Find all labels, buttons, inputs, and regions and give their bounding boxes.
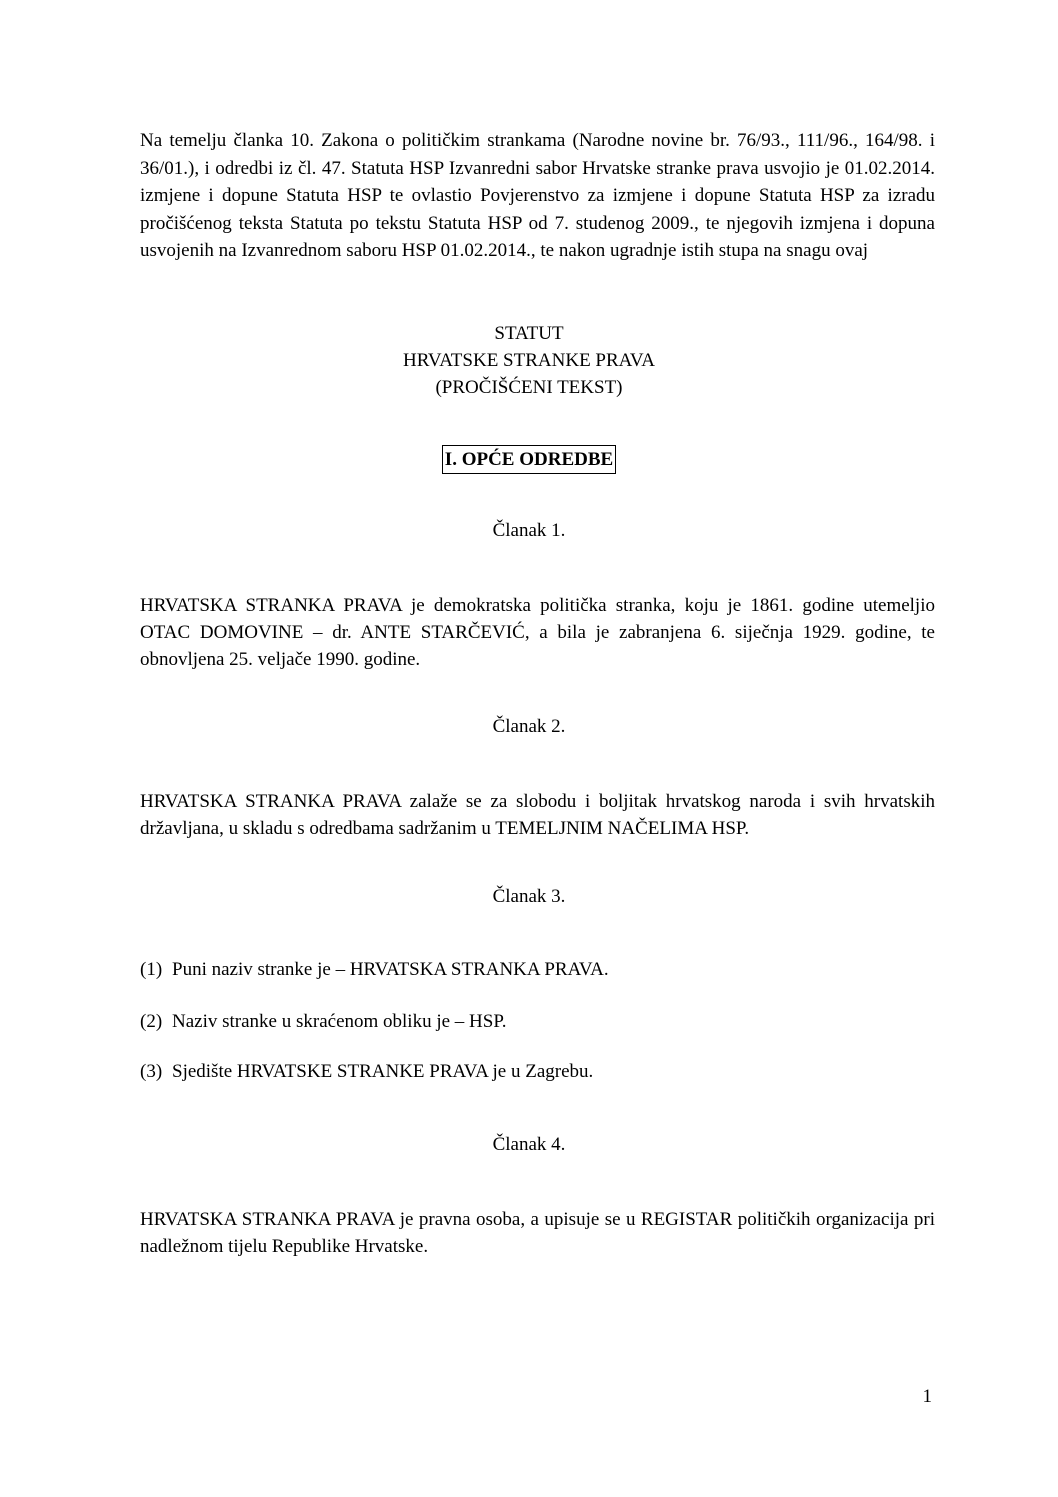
article-1-title: Članak 1. [492,520,566,541]
section-heading: I. OPĆE ODREDBE [442,445,616,474]
article-2-text: HRVATSKA STRANKA PRAVA zalaže se za slobodu i boljitak hrvatskog naroda i svih hrvatskih državljana, u skladu s odredbama sadržanim u TEMELJNIM NAČELIMA HSP. [140,791,935,839]
item-number: (2) [140,1011,163,1032]
article-4-title: Članak 4. [492,1134,566,1155]
article-3-item-1 [140,959,935,981]
title-line-subtitle: (PROČIŠĆENI TEKST) [435,377,623,398]
title-line-statut: STATUT [494,323,564,344]
item-text: Naziv stranke u skraćenom obliku je – HSP. [172,1011,507,1032]
article-3-title: Članak 3. [492,886,566,907]
item-text: Sjedište HRVATSKE STRANKE PRAVA je u Zagrebu. [172,1061,594,1082]
item-text: Puni naziv stranke je – HRVATSKA STRANKA PRAVA. [172,959,609,980]
document-title [0,320,1058,401]
preamble-paragraph: Na temelju članka 10. Zakona o političkim strankama (Narodne novine br. 76/93., 111/96., 164/98. i 36/01.), i odredbi iz čl. 47. Statuta HSP Izvanredni sabor Hrvatske stranke prava usvojio je 01.02.2014. izmjene i dopune Statuta HSP te ovlastio Povjerenstvo za izmjene i dopune Statuta HSP za izradu pročišćenog teksta Statuta po tekstu Statuta HSP od 7. studenog 2009., te njegovih izmjena i dopuna usvojenih na Izvanrednom saboru HSP 01.02.2014., te nakon ugradnje istih stupa na snagu ovaj [140,130,935,261]
article-4-text: HRVATSKA STRANKA PRAVA je pravna osoba, a upisuje se u REGISTAR političkih organizacija pri nadležnom tijelu Republike Hrvatske. [140,1209,935,1257]
item-number: (3) [140,1061,163,1082]
article-2-title: Članak 2. [492,716,566,737]
article-1-text: HRVATSKA STRANKA PRAVA je demokratska politička stranka, koju je 1861. godine utemeljio OTAC DOMOVINE – dr. ANTE STARČEVIĆ, a bila je zabranjena 6. siječnja 1929. godine, te obnovljena 25. veljače 1990. godine. [140,595,935,670]
article-3-item-3 [140,1061,935,1083]
item-number: (1) [140,959,163,980]
page-number: 1 [922,1386,932,1407]
section-heading-wrap [0,445,1058,474]
article-3-item-2 [140,1011,935,1033]
title-line-party-name: HRVATSKE STRANKE PRAVA [403,350,655,371]
